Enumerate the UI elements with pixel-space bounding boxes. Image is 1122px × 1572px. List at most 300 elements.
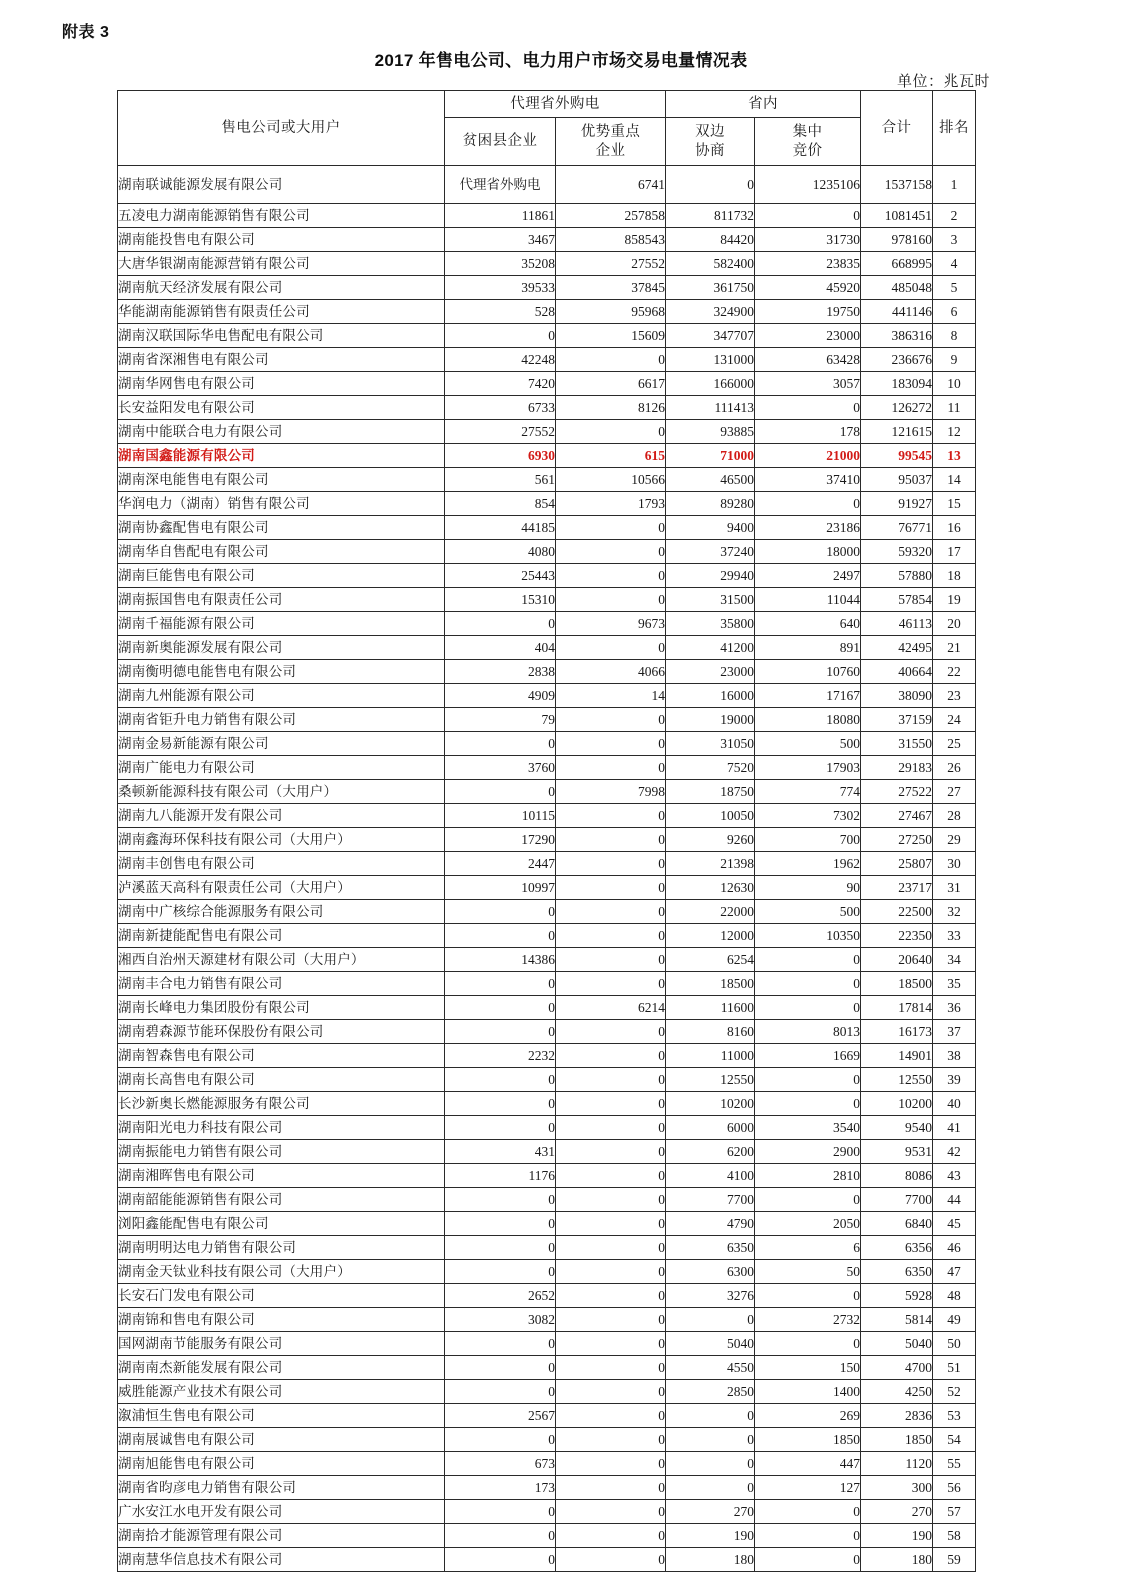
cell-company-name: 湖南汉联国际华电售配电有限公司 [118, 324, 445, 348]
cell-bilateral: 8160 [666, 1020, 755, 1044]
cell-auction: 1400 [755, 1380, 861, 1404]
cell-total: 8086 [861, 1164, 933, 1188]
cell-company-name: 湖南千福能源有限公司 [118, 612, 445, 636]
cell-bilateral: 0 [666, 1404, 755, 1428]
cell-auction: 0 [755, 1500, 861, 1524]
cell-poor-county: 0 [445, 1116, 556, 1140]
cell-company-name: 湖南智森售电有限公司 [118, 1044, 445, 1068]
cell-total: 9531 [861, 1140, 933, 1164]
cell-company-name: 湖南华网售电有限公司 [118, 372, 445, 396]
cell-auction: 50 [755, 1260, 861, 1284]
cell-poor-county: 2232 [445, 1044, 556, 1068]
page-title: 2017 年售电公司、电力用户市场交易电量情况表 [374, 51, 748, 70]
cell-rank: 11 [933, 396, 976, 420]
table-row [118, 1356, 976, 1380]
cell-auction: 23835 [755, 252, 861, 276]
cell-company-name: 湖南韶能能源销售有限公司 [118, 1188, 445, 1212]
cell-rank: 48 [933, 1284, 976, 1308]
cell-advantage-key: 0 [556, 1500, 666, 1524]
cell-company-name: 华能湖南能源销售有限责任公司 [118, 300, 445, 324]
cell-bilateral: 89280 [666, 492, 755, 516]
cell-poor-county: 0 [445, 1260, 556, 1284]
cell-poor-county: 2567 [445, 1404, 556, 1428]
cell-poor-county: 854 [445, 492, 556, 516]
cell-bilateral: 71000 [666, 444, 755, 468]
cell-auction: 891 [755, 636, 861, 660]
cell-poor-county: 0 [445, 732, 556, 756]
cell-total: 6840 [861, 1212, 933, 1236]
cell-auction: 3540 [755, 1116, 861, 1140]
cell-poor-county: 35208 [445, 252, 556, 276]
cell-company-name: 湖南振能电力销售有限公司 [118, 1140, 445, 1164]
cell-rank: 52 [933, 1380, 976, 1404]
cell-advantage-key: 10566 [556, 468, 666, 492]
cell-bilateral: 361750 [666, 276, 755, 300]
cell-auction: 6 [755, 1236, 861, 1260]
cell-total: 180 [861, 1548, 933, 1572]
cell-advantage-key: 0 [556, 1092, 666, 1116]
table-row [118, 348, 976, 372]
cell-advantage-key: 0 [556, 1020, 666, 1044]
cell-company-name: 湖南湘晖售电有限公司 [118, 1164, 445, 1188]
table-row [118, 1500, 976, 1524]
table-row [118, 1308, 976, 1332]
cell-poor-county: 6930 [445, 444, 556, 468]
cell-poor-county: 3082 [445, 1308, 556, 1332]
cell-rank: 21 [933, 636, 976, 660]
cell-company-name: 威胜能源产业技术有限公司 [118, 1380, 445, 1404]
cell-poor-county: 17290 [445, 828, 556, 852]
table-row [118, 1524, 976, 1548]
cell-total: 14901 [861, 1044, 933, 1068]
cell-poor-county: 0 [445, 1212, 556, 1236]
cell-rank: 8 [933, 324, 976, 348]
cell-company-name: 湖南航天经济发展有限公司 [118, 276, 445, 300]
cell-auction: 31730 [755, 228, 861, 252]
cell-advantage-key: 257858 [556, 204, 666, 228]
cell-company-name: 五凌电力湖南能源销售有限公司 [118, 204, 445, 228]
cell-bilateral: 111413 [666, 396, 755, 420]
table-row [118, 468, 976, 492]
cell-advantage-key: 14 [556, 684, 666, 708]
cell-bilateral: 324900 [666, 300, 755, 324]
cell-company-name: 湖南金天钛业科技有限公司（大用户） [118, 1260, 445, 1284]
cell-company-name: 湖南明明达电力销售有限公司 [118, 1236, 445, 1260]
cell-company-name: 湖南九州能源有限公司 [118, 684, 445, 708]
cell-poor-county: 44185 [445, 516, 556, 540]
cell-auction: 18080 [755, 708, 861, 732]
cell-poor-county: 0 [445, 1380, 556, 1404]
cell-rank: 28 [933, 804, 976, 828]
cell-bilateral: 11000 [666, 1044, 755, 1068]
cell-company-name: 湖南鑫海环保科技有限公司（大用户） [118, 828, 445, 852]
cell-rank: 37 [933, 1020, 976, 1044]
cell-total: 76771 [861, 516, 933, 540]
cell-total: 46113 [861, 612, 933, 636]
cell-total: 23717 [861, 876, 933, 900]
cell-advantage-key: 0 [556, 828, 666, 852]
cell-poor-county: 173 [445, 1476, 556, 1500]
cell-rank: 26 [933, 756, 976, 780]
column-header-total: 合计 [861, 91, 933, 166]
table-row [118, 324, 976, 348]
cell-total: 57880 [861, 564, 933, 588]
cell-total: 25807 [861, 852, 933, 876]
cell-total: 38090 [861, 684, 933, 708]
cell-rank: 20 [933, 612, 976, 636]
cell-company-name: 湖南中能联合电力有限公司 [118, 420, 445, 444]
cell-poor-county: 0 [445, 924, 556, 948]
cell-poor-county: 404 [445, 636, 556, 660]
cell-company-name: 湖南锦和售电有限公司 [118, 1308, 445, 1332]
table-row [118, 1284, 976, 1308]
cell-poor-county: 10997 [445, 876, 556, 900]
table-row [118, 1404, 976, 1428]
cell-poor-county: 528 [445, 300, 556, 324]
column-header-centralized-auction [755, 118, 861, 166]
table-header [118, 91, 976, 166]
cell-poor-county: 0 [445, 324, 556, 348]
cell-company-name: 湖南巨能售电有限公司 [118, 564, 445, 588]
cell-auction: 447 [755, 1452, 861, 1476]
cell-rank: 19 [933, 588, 976, 612]
cell-auction: 0 [755, 972, 861, 996]
cell-advantage-key: 8126 [556, 396, 666, 420]
cell-poor-county: 0 [445, 612, 556, 636]
cell-advantage-key: 0 [556, 900, 666, 924]
cell-total: 7700 [861, 1188, 933, 1212]
cell-rank: 54 [933, 1428, 976, 1452]
cell-advantage-key: 0 [556, 1404, 666, 1428]
table-row [118, 1548, 976, 1572]
cell-advantage-key: 4066 [556, 660, 666, 684]
cell-auction: 2900 [755, 1140, 861, 1164]
cell-total: 2836 [861, 1404, 933, 1428]
table-row [118, 300, 976, 324]
cell-advantage-key: 0 [556, 1284, 666, 1308]
table-row [118, 564, 976, 588]
cell-bilateral: 37240 [666, 540, 755, 564]
cell-total: 10200 [861, 1092, 933, 1116]
cell-bilateral: 35800 [666, 612, 755, 636]
cell-auction: 150 [755, 1356, 861, 1380]
cell-rank: 40 [933, 1092, 976, 1116]
cell-total: 9540 [861, 1116, 933, 1140]
cell-auction: 269 [755, 1404, 861, 1428]
cell-poor-county: 673 [445, 1452, 556, 1476]
cell-total: 485048 [861, 276, 933, 300]
cell-poor-county: 0 [445, 1068, 556, 1092]
cell-bilateral: 31050 [666, 732, 755, 756]
table-row [118, 1140, 976, 1164]
cell-rank: 53 [933, 1404, 976, 1428]
cell-rank: 41 [933, 1116, 976, 1140]
cell-bilateral: 6200 [666, 1140, 755, 1164]
cell-total: 1537158 [861, 166, 933, 204]
table-body [118, 166, 976, 1572]
cell-rank: 34 [933, 948, 976, 972]
cell-rank: 51 [933, 1356, 976, 1380]
table-row [118, 1332, 976, 1356]
cell-company-name: 湖南省昀彦电力销售有限公司 [118, 1476, 445, 1500]
cell-advantage-key: 27552 [556, 252, 666, 276]
table-row [118, 252, 976, 276]
cell-total: 5928 [861, 1284, 933, 1308]
cell-rank: 42 [933, 1140, 976, 1164]
cell-rank: 5 [933, 276, 976, 300]
cell-poor-county: 0 [445, 972, 556, 996]
cell-auction: 10350 [755, 924, 861, 948]
cell-bilateral: 0 [666, 1428, 755, 1452]
cell-rank: 16 [933, 516, 976, 540]
cell-poor-county: 431 [445, 1140, 556, 1164]
cell-bilateral: 4790 [666, 1212, 755, 1236]
cell-auction: 700 [755, 828, 861, 852]
cell-total: 91927 [861, 492, 933, 516]
market-transaction-table-wrapper [117, 90, 975, 1572]
cell-poor-county: 0 [445, 996, 556, 1020]
cell-bilateral: 0 [666, 1308, 755, 1332]
table-row [118, 1116, 976, 1140]
table-row [118, 636, 976, 660]
cell-total: 22500 [861, 900, 933, 924]
cell-advantage-key: 0 [556, 420, 666, 444]
cell-total: 978160 [861, 228, 933, 252]
cell-total: 27522 [861, 780, 933, 804]
column-header-bilateral-line-1: 双边 [695, 123, 725, 140]
cell-auction: 0 [755, 1524, 861, 1548]
table-row [118, 492, 976, 516]
cell-bilateral: 18500 [666, 972, 755, 996]
cell-rank: 45 [933, 1212, 976, 1236]
cell-advantage-key: 7998 [556, 780, 666, 804]
column-group-header-in-province: 省内 [666, 91, 861, 118]
cell-company-name: 湘西自治州天源建材有限公司（大用户） [118, 948, 445, 972]
cell-company-name: 广水安江水电开发有限公司 [118, 1500, 445, 1524]
table-row [118, 444, 976, 468]
cell-total: 668995 [861, 252, 933, 276]
cell-bilateral: 6300 [666, 1260, 755, 1284]
cell-auction: 19750 [755, 300, 861, 324]
cell-poor-county: 10115 [445, 804, 556, 828]
cell-bilateral: 22000 [666, 900, 755, 924]
cell-rank: 30 [933, 852, 976, 876]
cell-company-name: 湖南省钜升电力销售有限公司 [118, 708, 445, 732]
cell-rank: 31 [933, 876, 976, 900]
cell-bilateral: 7520 [666, 756, 755, 780]
cell-company-name: 湖南省深湘售电有限公司 [118, 348, 445, 372]
cell-total: 37159 [861, 708, 933, 732]
cell-rank: 2 [933, 204, 976, 228]
cell-company-name: 湖南协鑫配售电有限公司 [118, 516, 445, 540]
cell-advantage-key: 0 [556, 1068, 666, 1092]
cell-total: 16173 [861, 1020, 933, 1044]
cell-total: 1120 [861, 1452, 933, 1476]
cell-rank: 27 [933, 780, 976, 804]
cell-total: 31550 [861, 732, 933, 756]
cell-advantage-key: 6214 [556, 996, 666, 1020]
cell-company-name: 湖南衡明德电能售电有限公司 [118, 660, 445, 684]
cell-poor-county: 11861 [445, 204, 556, 228]
cell-advantage-key: 1793 [556, 492, 666, 516]
cell-advantage-key: 0 [556, 1236, 666, 1260]
cell-company-name: 国网湖南节能服务有限公司 [118, 1332, 445, 1356]
cell-poor-county: 3760 [445, 756, 556, 780]
cell-advantage-key: 0 [556, 1044, 666, 1068]
column-header-auction-line-1: 集中 [792, 123, 823, 140]
cell-rank: 9 [933, 348, 976, 372]
table-row [118, 420, 976, 444]
cell-auction: 2497 [755, 564, 861, 588]
cell-advantage-key: 0 [556, 588, 666, 612]
cell-auction: 21000 [755, 444, 861, 468]
cell-company-name: 湖南金易新能源有限公司 [118, 732, 445, 756]
cell-poor-county: 4080 [445, 540, 556, 564]
cell-rank: 55 [933, 1452, 976, 1476]
cell-auction: 18000 [755, 540, 861, 564]
cell-bilateral: 347707 [666, 324, 755, 348]
cell-auction: 2050 [755, 1212, 861, 1236]
cell-auction: 500 [755, 732, 861, 756]
cell-rank: 46 [933, 1236, 976, 1260]
column-header-advantage-line-1: 优势重点 [580, 123, 641, 140]
cell-total: 40664 [861, 660, 933, 684]
cell-poor-county: 6733 [445, 396, 556, 420]
cell-auction: 0 [755, 948, 861, 972]
cell-auction: 0 [755, 1548, 861, 1572]
cell-total: 22350 [861, 924, 933, 948]
column-header-advantage-key-enterprise [556, 118, 666, 166]
cell-company-name: 湖南新捷能配售电有限公司 [118, 924, 445, 948]
cell-total: 57854 [861, 588, 933, 612]
cell-company-name: 湖南振国售电有限责任公司 [118, 588, 445, 612]
cell-advantage-key: 0 [556, 1308, 666, 1332]
cell-total: 1850 [861, 1428, 933, 1452]
cell-auction: 774 [755, 780, 861, 804]
cell-total: 20640 [861, 948, 933, 972]
cell-rank: 14 [933, 468, 976, 492]
cell-bilateral: 18750 [666, 780, 755, 804]
column-header-rank: 排名 [933, 91, 976, 166]
table-row [118, 1212, 976, 1236]
cell-advantage-key: 0 [556, 540, 666, 564]
cell-total: 29183 [861, 756, 933, 780]
cell-bilateral: 0 [666, 166, 755, 204]
cell-auction: 640 [755, 612, 861, 636]
cell-rank: 38 [933, 1044, 976, 1068]
table-row [118, 228, 976, 252]
cell-poor-county: 0 [445, 1548, 556, 1572]
cell-auction: 17167 [755, 684, 861, 708]
table-row [118, 924, 976, 948]
table-row [118, 804, 976, 828]
cell-advantage-key: 0 [556, 948, 666, 972]
cell-total: 12550 [861, 1068, 933, 1092]
column-header-company-name: 售电公司或大用户 [118, 91, 445, 166]
table-row [118, 396, 976, 420]
cell-rank: 58 [933, 1524, 976, 1548]
table-row [118, 900, 976, 924]
cell-bilateral: 10050 [666, 804, 755, 828]
cell-auction: 17903 [755, 756, 861, 780]
cell-poor-county: 561 [445, 468, 556, 492]
cell-bilateral: 10200 [666, 1092, 755, 1116]
cell-advantage-key: 0 [556, 972, 666, 996]
cell-company-name: 长安石门发电有限公司 [118, 1284, 445, 1308]
cell-advantage-key: 0 [556, 1548, 666, 1572]
cell-bilateral: 23000 [666, 660, 755, 684]
cell-bilateral: 21398 [666, 852, 755, 876]
cell-advantage-key: 0 [556, 564, 666, 588]
cell-total: 4250 [861, 1380, 933, 1404]
table-row [118, 1068, 976, 1092]
table-row [118, 166, 976, 204]
cell-total: 183094 [861, 372, 933, 396]
cell-rank: 24 [933, 708, 976, 732]
cell-advantage-key: 0 [556, 924, 666, 948]
table-row [118, 1476, 976, 1500]
cell-rank: 29 [933, 828, 976, 852]
cell-auction: 0 [755, 492, 861, 516]
market-transaction-table [117, 90, 976, 1572]
cell-company-name: 湖南九八能源开发有限公司 [118, 804, 445, 828]
cell-poor-county: 2652 [445, 1284, 556, 1308]
cell-rank: 17 [933, 540, 976, 564]
cell-advantage-key: 0 [556, 516, 666, 540]
column-header-bilateral-negotiation [666, 118, 755, 166]
cell-rank: 3 [933, 228, 976, 252]
cell-poor-county: 1176 [445, 1164, 556, 1188]
cell-auction: 0 [755, 396, 861, 420]
cell-auction: 0 [755, 1284, 861, 1308]
table-row [118, 612, 976, 636]
cell-rank: 33 [933, 924, 976, 948]
cell-bilateral: 131000 [666, 348, 755, 372]
table-row [118, 540, 976, 564]
cell-bilateral: 811732 [666, 204, 755, 228]
cell-rank: 47 [933, 1260, 976, 1284]
cell-advantage-key: 0 [556, 1212, 666, 1236]
cell-bilateral: 180 [666, 1548, 755, 1572]
cell-auction: 90 [755, 876, 861, 900]
cell-total: 6356 [861, 1236, 933, 1260]
cell-bilateral: 12000 [666, 924, 755, 948]
cell-poor-county: 2447 [445, 852, 556, 876]
table-row [118, 684, 976, 708]
cell-poor-county: 15310 [445, 588, 556, 612]
cell-company-name: 湖南丰创售电有限公司 [118, 852, 445, 876]
cell-auction: 500 [755, 900, 861, 924]
table-row [118, 708, 976, 732]
table-row [118, 372, 976, 396]
cell-advantage-key: 0 [556, 1260, 666, 1284]
cell-poor-county: 0 [445, 1092, 556, 1116]
column-group-header-out-of-province: 代理省外购电 [445, 91, 666, 118]
cell-auction: 2810 [755, 1164, 861, 1188]
table-row [118, 1380, 976, 1404]
cell-company-name: 浏阳鑫能配售电有限公司 [118, 1212, 445, 1236]
cell-poor-county: 0 [445, 1188, 556, 1212]
cell-company-name: 溆浦恒生售电有限公司 [118, 1404, 445, 1428]
cell-poor-county: 0 [445, 1236, 556, 1260]
cell-bilateral: 93885 [666, 420, 755, 444]
cell-rank: 59 [933, 1548, 976, 1572]
cell-bilateral: 6350 [666, 1236, 755, 1260]
cell-advantage-key: 37845 [556, 276, 666, 300]
table-row [118, 1260, 976, 1284]
cell-rank: 36 [933, 996, 976, 1020]
table-row [118, 1452, 976, 1476]
